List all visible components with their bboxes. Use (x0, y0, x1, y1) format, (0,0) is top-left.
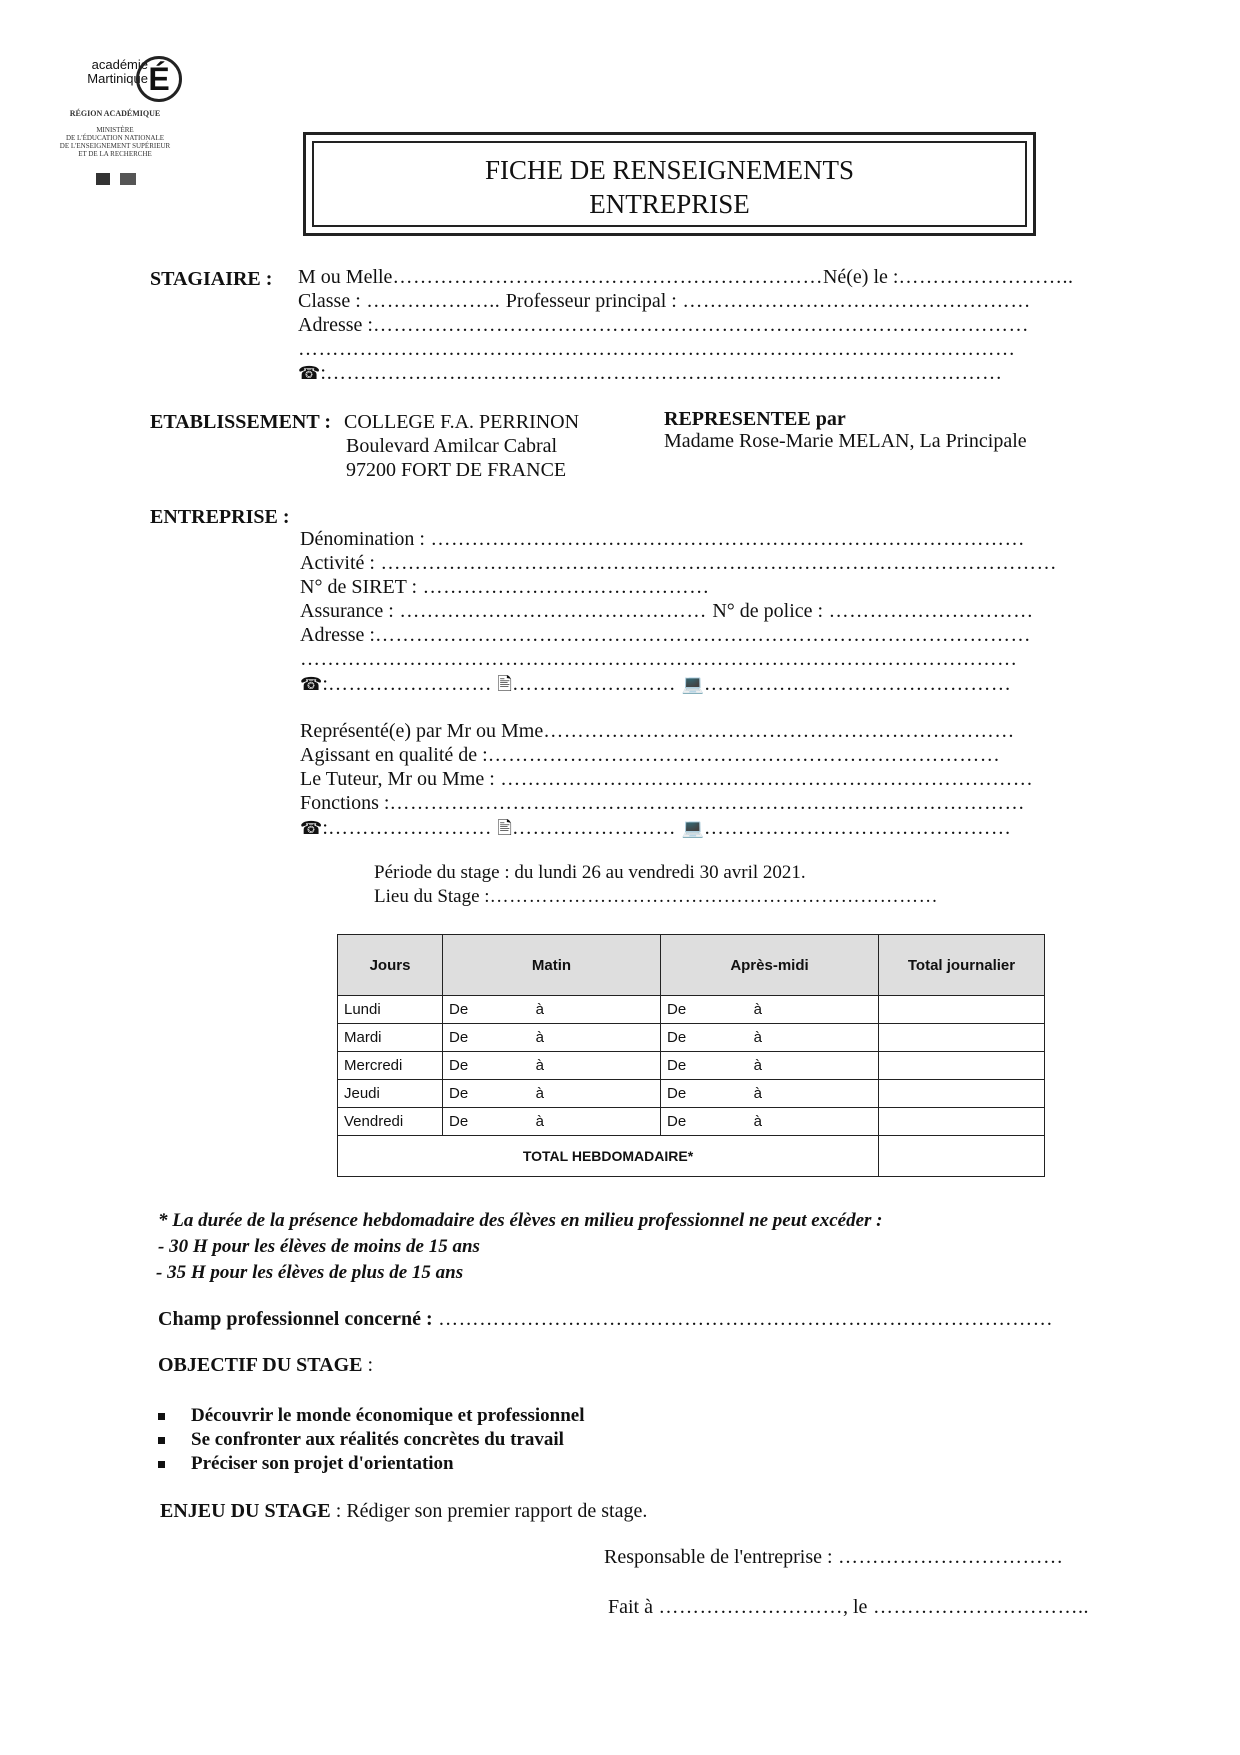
etablissement-name: COLLEGE F.A. PERRINON (344, 411, 580, 433)
contact-colon: : (322, 673, 328, 695)
note-line-1: * La durée de la présence hebdomadaire des élèves en milieu professionnel ne peut excéder : (158, 1210, 883, 1231)
matin-cell[interactable] (443, 1052, 661, 1080)
total-cell[interactable] (879, 1052, 1045, 1080)
table-total-row (338, 1136, 1045, 1177)
activite-label: Activité : (300, 552, 375, 574)
stagiaire-classe-label: Classe : (298, 290, 361, 312)
marianne-flag-icon (96, 172, 140, 191)
fax-icon: 🖹 (497, 818, 512, 839)
de-label: De (667, 1029, 687, 1046)
fill-dots: ………………………………………………………………… (487, 744, 1001, 766)
assurance-label: Assurance : (300, 600, 394, 622)
enjeu-line (160, 1500, 647, 1523)
day-cell: Lundi (338, 996, 443, 1024)
table-row (338, 996, 1045, 1024)
stagiaire-name-line (298, 266, 1073, 289)
table-header-row (338, 935, 1045, 996)
representee-label: REPRESENTEE par (664, 408, 846, 430)
bullet-icon (158, 1413, 165, 1420)
fill-dots: …………………….. (898, 266, 1074, 288)
fill-dots: …………………… (327, 673, 498, 695)
fonctions-label: Fonctions : (300, 792, 390, 814)
a-label: à (753, 1029, 762, 1046)
entreprise-contact-line (300, 672, 1011, 702)
schedule-table (337, 934, 1045, 1177)
a-label: à (535, 1029, 544, 1046)
fill-dots: ……………………………………… (393, 600, 713, 622)
apres-midi-cell[interactable] (661, 1108, 879, 1136)
phone-icon: ☎ (300, 674, 323, 695)
table-row (338, 1052, 1045, 1080)
matin-cell[interactable] (443, 1080, 661, 1108)
lieu-label: Lieu du Stage : (374, 886, 490, 907)
apres-midi-cell[interactable] (661, 1080, 879, 1108)
fonctions-line (300, 792, 1025, 815)
tuteur-contact-line (300, 816, 1011, 846)
fill-dots: …………………………………………………………………… (494, 768, 1034, 790)
phone-icon: ☎ (300, 818, 323, 839)
logo-ministry (45, 126, 185, 158)
apres-midi-cell[interactable] (661, 1024, 879, 1052)
entreprise-label: ENTREPRISE : (150, 506, 290, 528)
de-label: De (449, 1057, 469, 1074)
day-cell: Vendredi (338, 1108, 443, 1136)
bullet-icon (158, 1437, 165, 1444)
a-label: à (535, 1085, 544, 1102)
ministry-line: MINISTÈRE (96, 126, 134, 134)
apres-midi-cell[interactable] (661, 996, 879, 1024)
objectif-item: Découvrir le monde économique et professionnel (191, 1405, 585, 1426)
tuteur-label: Le Tuteur, Mr ou Mme : (300, 768, 495, 790)
stagiaire-address-line (298, 314, 1029, 337)
objectif-colon: : (367, 1354, 374, 1376)
responsable-label: Responsable de l'entreprise : (604, 1546, 833, 1568)
table-row (338, 1080, 1045, 1108)
stagiaire-born-label: Né(e) le : (822, 266, 899, 288)
total-cell[interactable] (879, 1108, 1045, 1136)
fill-dots: ………………………… (823, 600, 1034, 622)
fill-dots: …………………………………………………………………………………… (374, 624, 1031, 646)
apres-midi-cell[interactable] (661, 1052, 879, 1080)
etablissement-address (344, 410, 579, 482)
fill-dots: …………………………… (832, 1546, 1064, 1568)
header-apres-midi: Après-midi (661, 935, 879, 996)
entreprise-siret-line (300, 576, 710, 599)
stagiaire-phone-label: : (320, 362, 326, 384)
logo-e-emblem: É (136, 56, 182, 102)
a-label: à (753, 1057, 762, 1074)
logo-line-1: académie (91, 57, 148, 72)
fill-dots: …………………………………………………………………………………… (372, 314, 1029, 336)
fill-dots: …………………………………… (417, 576, 710, 598)
list-item (158, 1404, 585, 1428)
title-inner-box (312, 141, 1027, 227)
ministry-line: DE L'ÉDUCATION NATIONALE (65, 134, 165, 142)
a-label: à (535, 1057, 544, 1074)
day-cell: Mardi (338, 1024, 443, 1052)
a-label: à (753, 1001, 762, 1018)
fill-dots: ……………………………………… (703, 817, 1012, 839)
enjeu-label: ENJEU DU STAGE (160, 1500, 331, 1522)
fill-dots: …………………… (327, 817, 498, 839)
title-box (303, 132, 1036, 236)
etablissement-city: 97200 FORT DE FRANCE (346, 459, 567, 481)
de-label: De (667, 1113, 687, 1130)
responsable-line (604, 1546, 1064, 1569)
a-label: à (535, 1001, 544, 1018)
stagiaire-name-label: M ou Melle (298, 266, 393, 288)
objectif-item: Se confronter aux réalités concrètes du travail (191, 1429, 564, 1450)
matin-cell[interactable] (443, 1108, 661, 1136)
entreprise-denomination-line (300, 528, 1025, 551)
siret-label: N° de SIRET : (300, 576, 418, 598)
page-title: FICHE DE RENSEIGNEMENTS (485, 155, 854, 185)
total-hebdomadaire-cell[interactable] (879, 1136, 1045, 1177)
note-line-2: - 30 H pour les élèves de moins de 15 ans (158, 1236, 480, 1257)
objectif-item: Préciser son projet d'orientation (191, 1453, 454, 1474)
entreprise-address-line (300, 624, 1031, 647)
stagiaire-phone-line (298, 362, 1002, 385)
objectif-list (158, 1404, 585, 1476)
contact-colon: : (322, 817, 328, 839)
fill-dots: …………………… (511, 817, 682, 839)
a-label: à (535, 1113, 544, 1130)
represente-label: Représenté(e) par Mr ou Mme (300, 720, 544, 742)
phone-icon: ☎ (298, 363, 321, 384)
de-label: De (667, 1085, 687, 1102)
tuteur-line (300, 768, 1033, 791)
champ-line (158, 1308, 1053, 1331)
lieu-line (374, 886, 938, 908)
page-subtitle: ENTREPRISE (589, 189, 750, 219)
total-hebdomadaire-label: TOTAL HEBDOMADAIRE* (338, 1136, 879, 1177)
ministry-line: ET DE LA RECHERCHE (78, 150, 152, 158)
champ-label: Champ professionnel concerné : (158, 1308, 433, 1330)
fill-dots: ……………….. (360, 290, 506, 312)
total-cell[interactable] (879, 1080, 1045, 1108)
total-cell[interactable] (879, 996, 1045, 1024)
representee-value: Madame Rose-Marie MELAN, La Principale (664, 430, 1027, 452)
a-label: à (753, 1085, 762, 1102)
objectif-label: OBJECTIF DU STAGE (158, 1354, 363, 1376)
stagiaire-class-line (298, 290, 1031, 313)
table-row (338, 1024, 1045, 1052)
de-label: De (667, 1057, 687, 1074)
entreprise-assurance-line (300, 600, 1034, 623)
entreprise-address-line-2: …………………………………………………………………………………………… (300, 648, 1018, 670)
day-cell: Mercredi (338, 1052, 443, 1080)
computer-icon: 💻 (681, 674, 704, 695)
de-label: De (449, 1001, 469, 1018)
bullet-icon (158, 1461, 165, 1468)
fill-dots: ……………………………………… (703, 673, 1012, 695)
qualite-label: Agissant en qualité de : (300, 744, 488, 766)
fait-label: Fait à (608, 1596, 653, 1618)
list-item (158, 1428, 585, 1452)
fill-dots: …………………………………………………………………………… (424, 528, 1025, 550)
header-matin: Matin (443, 935, 661, 996)
fill-dots: …………………………………………………………… (543, 720, 1015, 742)
fill-dots: ……………………………………………………… (392, 266, 823, 288)
fill-dots: ……………………………………………………………………………………… (374, 552, 1057, 574)
qualite-line (300, 744, 1000, 767)
fait-line (608, 1596, 1089, 1619)
de-label: De (449, 1085, 469, 1102)
note-line-3: - 35 H pour les élèves de plus de 15 ans (156, 1262, 464, 1283)
stagiaire-address-line-2: …………………………………………………………………………………………… (298, 338, 1016, 360)
entreprise-adresse-label: Adresse : (300, 624, 375, 646)
fill-dots: …………………… (511, 673, 682, 695)
fill-dots: ………………………….. (867, 1596, 1089, 1618)
etablissement-street: Boulevard Amilcar Cabral (346, 435, 558, 457)
table-row (338, 1108, 1045, 1136)
logo-region: RÉGION ACADÉMIQUE (69, 109, 161, 118)
ministry-line: DE L'ENSEIGNEMENT SUPÉRIEUR (59, 142, 171, 150)
fill-dots: …………………………………………… (676, 290, 1031, 312)
de-label: De (667, 1001, 687, 1018)
stagiaire-label: STAGIAIRE : (150, 268, 273, 290)
denomination-label: Dénomination : (300, 528, 425, 550)
day-cell: Jeudi (338, 1080, 443, 1108)
total-cell[interactable] (879, 1024, 1045, 1052)
header-total-journalier: Total journalier (879, 935, 1045, 996)
list-item (158, 1452, 585, 1476)
represente-line (300, 720, 1015, 743)
a-label: à (753, 1113, 762, 1130)
stagiaire-prof-label: Professeur principal : (505, 290, 677, 312)
stagiaire-adresse-label: Adresse : (298, 314, 373, 336)
enjeu-value: : Rédiger son premier rapport de stage. (335, 1500, 648, 1522)
header-jours: Jours (338, 935, 443, 996)
fill-dots: …………………………………………………………… (489, 886, 939, 907)
entreprise-activite-line (300, 552, 1057, 575)
objectif-heading (158, 1354, 373, 1377)
de-label: De (449, 1029, 469, 1046)
etablissement-label: ETABLISSEMENT : (150, 411, 331, 433)
logo-line-2: Martinique (87, 71, 148, 86)
fill-dots: ……………………………………………………………………………… (432, 1308, 1054, 1330)
fill-dots: ……………………… (653, 1596, 843, 1618)
le-label: , le (843, 1596, 868, 1618)
matin-cell[interactable] (443, 996, 661, 1024)
fax-icon: 🖹 (497, 674, 512, 695)
police-label: N° de police : (712, 600, 824, 622)
fill-dots: ……………………………………………………………………………………… (325, 362, 1003, 384)
de-label: De (449, 1113, 469, 1130)
matin-cell[interactable] (443, 1024, 661, 1052)
periode-text: Période du stage : du lundi 26 au vendredi 30 avril 2021. (374, 862, 806, 883)
fill-dots: ………………………………………………………………………………… (389, 792, 1025, 814)
computer-icon: 💻 (681, 818, 704, 839)
